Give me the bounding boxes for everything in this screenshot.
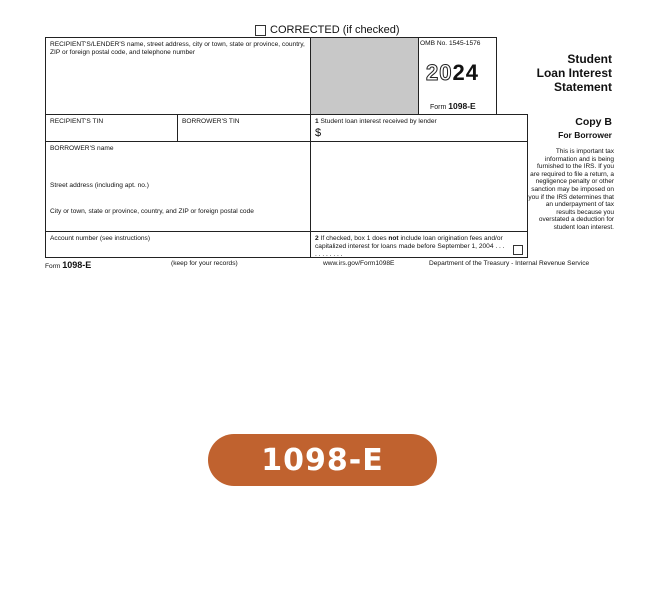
blank-box [310,141,528,232]
recipient-tin-field[interactable] [45,114,178,142]
box1-label: Student loan interest received by lender [320,118,437,125]
account-number-label: Account number (see instructions) [50,235,151,242]
box2-number: 2 [315,235,319,242]
notice-text: This is important tax information and is being furnished to the IRS. If you are required to file a return, a negligence penalty or other sanction may be imposed on you if the IRS determines that an underpayment of tax results because you overstated a deduction for student loan interest. [528,148,614,231]
footer-keep: (keep for your records) [171,260,238,267]
city-line-label: City or town, state or province, country, and ZIP or foreign postal code [50,208,254,215]
tax-year [426,60,479,86]
title-line-2: Loan Interest [536,66,612,80]
box2-text-a: If checked, box 1 does [320,235,387,242]
footer-form-label: Form [45,263,61,270]
corrected-checkbox[interactable] [255,25,266,36]
title-line-1: Student [567,52,612,66]
copy-label: Copy B [575,116,612,128]
borrower-tin-field[interactable] [177,114,311,142]
form-number: 1098-E [448,101,476,111]
year-prefix: 20 [426,60,453,85]
recipient-lender-label: RECIPIENT'S/LENDER'S name, street address, city or town, state or province, country, ZIP or foreign postal code, and telephone number [50,41,305,56]
borrower-address-field[interactable] [45,141,311,232]
for-borrower-label: For Borrower [558,130,612,140]
shaded-box-border [310,37,419,115]
form-number-label [430,101,476,111]
footer-department: Department of the Treasury - Internal Revenue Service [429,260,590,267]
borrower-tin-label: BORROWER'S TIN [182,118,240,125]
form-title [537,52,612,94]
omb-number: OMB No. 1545-1576 [420,40,481,47]
box2-checkbox[interactable] [513,245,523,255]
box2-text-not: not [388,235,399,242]
footer-form [45,260,91,270]
footer-form-number: 1098-E [62,260,92,270]
box2-field [310,231,528,258]
account-number-field[interactable] [45,231,311,258]
box1-dollar-sign: $ [315,127,322,139]
footer-url: www.irs.gov/Form1098E [323,260,395,267]
box2-text-b: include loan origination fees and/or capitalized interest for loans made before September 1, 2004 [315,235,503,250]
recipient-tin-label: RECIPIENT'S TIN [50,118,104,125]
borrower-name-label: BORROWER'S name [50,145,114,152]
box1-field[interactable] [310,114,528,142]
form-word: Form [430,104,447,111]
box1-number: 1 [315,118,319,125]
corrected-row [255,24,400,36]
title-line-3: Statement [553,80,612,94]
year-suffix: 24 [452,60,479,85]
corrected-label: CORRECTED (if checked) [270,24,400,36]
form-badge: 1098-E [208,434,437,486]
box2-dots: . . . . . . . . . . . [315,243,505,258]
recipient-lender-field[interactable] [45,37,311,115]
street-address-label: Street address (including apt. no.) [50,182,149,189]
